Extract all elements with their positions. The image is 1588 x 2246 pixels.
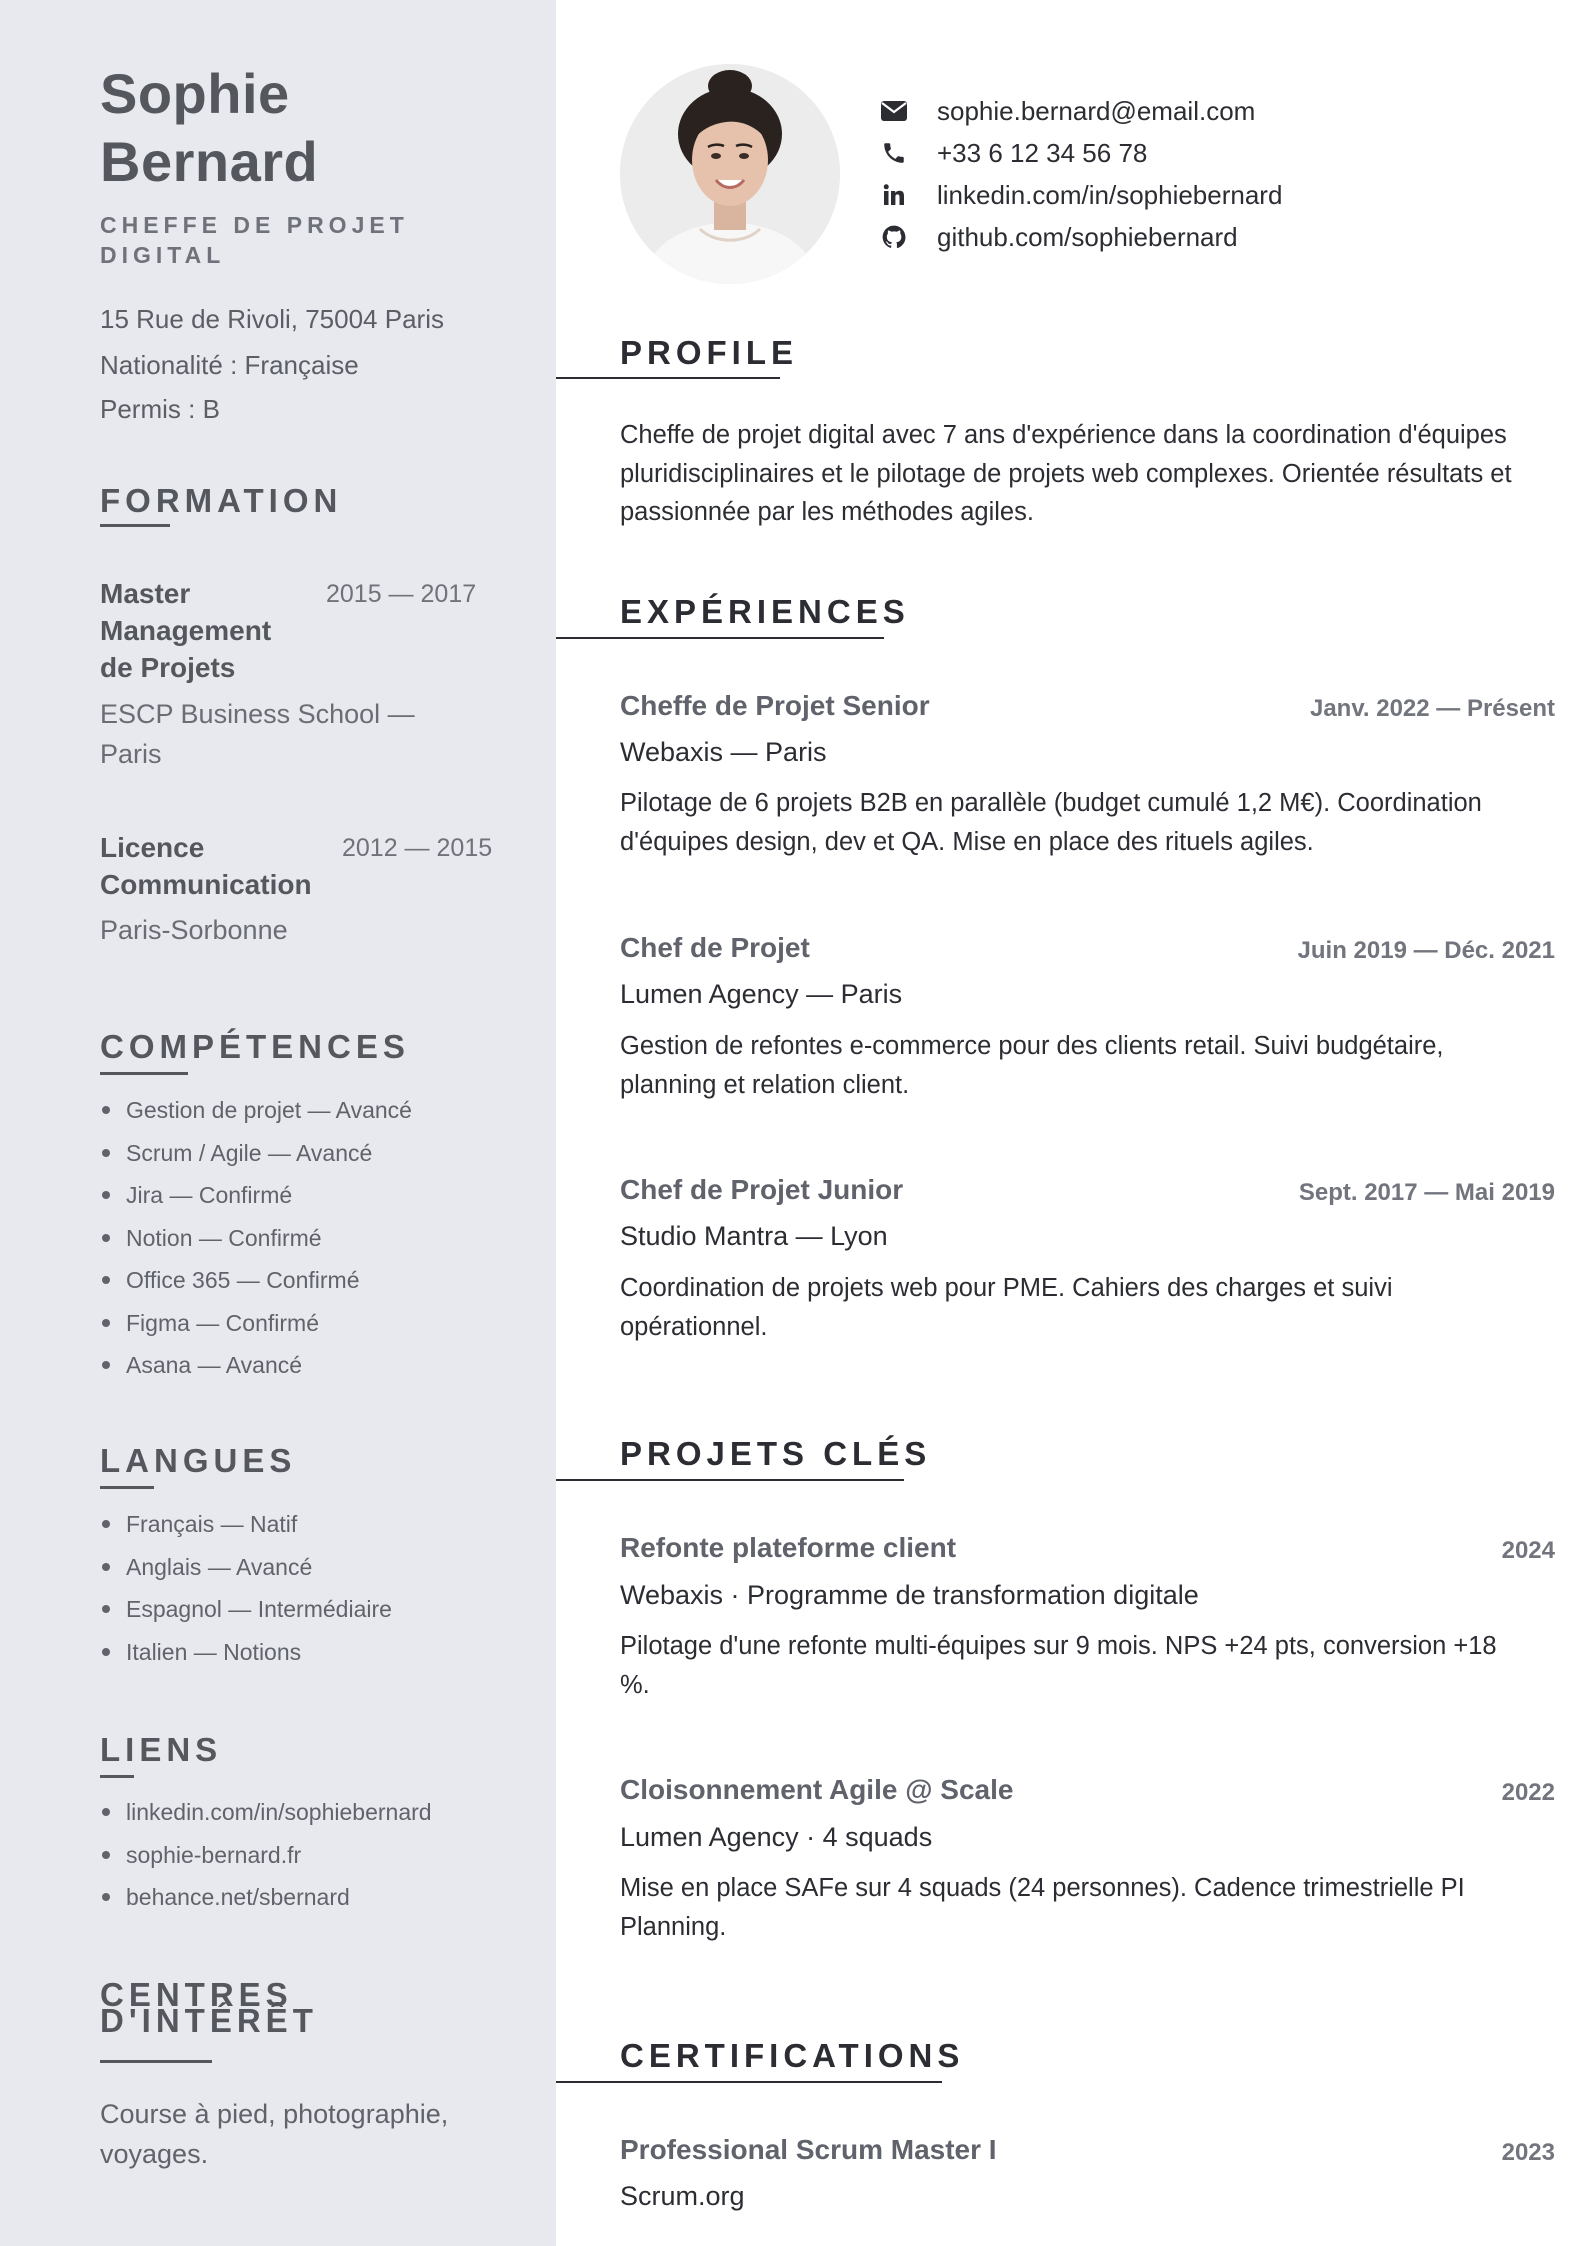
project-description: Pilotage d'une refonte multi-équipes sur 9 mois. NPS +24 pts, conversion +18 %. bbox=[620, 1632, 1497, 1699]
name-first: Sophie bbox=[100, 62, 290, 125]
formation-underline bbox=[100, 524, 170, 527]
profile-summary: Cheffe de projet digital avec 7 ans d'expérience dans la coordination d'équipes pluridisciplinaires et le pilotage de projets web complexes. Orientée résultats et passionnée par les méthodes agiles. bbox=[620, 421, 1512, 526]
list-item: Anglais — Avancé bbox=[100, 1546, 392, 1589]
skills-heading: COMPÉTENCES bbox=[100, 1028, 410, 1065]
experience-title: Cheffe de Projet Senior bbox=[620, 690, 930, 721]
experience-dates: Juin 2019 — Déc. 2021 bbox=[1297, 937, 1555, 964]
links-list bbox=[100, 1791, 432, 1919]
main-content bbox=[556, 0, 1588, 2246]
list-item: Office 365 — Confirmé bbox=[100, 1259, 412, 1302]
phone-icon bbox=[879, 138, 909, 168]
job-title: CHEFFE DE PROJET DIGITAL bbox=[100, 212, 409, 268]
interests-heading: CENTRES D'INTÉRÊT bbox=[100, 1976, 318, 2039]
project-description: Mise en place SAFe sur 4 squads (24 personnes). Cadence trimestrielle PI Planning. bbox=[620, 1874, 1465, 1941]
sidebar bbox=[0, 0, 556, 2246]
education-dates: 2012 — 2015 bbox=[342, 834, 493, 862]
certification-issuer: Scrum.org bbox=[620, 2181, 745, 2211]
certifications-underline bbox=[556, 2081, 942, 2083]
links-heading: LIENS bbox=[100, 1731, 223, 1768]
projects-underline bbox=[556, 1479, 904, 1481]
link-linkedin[interactable]: linkedin.com/in/sophiebernard bbox=[100, 1791, 432, 1834]
link-behance[interactable]: behance.net/sbernard bbox=[100, 1876, 432, 1919]
experience-description: Gestion de refontes e-commerce pour des clients retail. Suivi budgétaire, planning et relation client. bbox=[620, 1032, 1444, 1099]
avatar bbox=[620, 64, 840, 284]
list-item: Figma — Confirmé bbox=[100, 1302, 412, 1345]
skills-underline bbox=[100, 1072, 188, 1075]
projects-heading: PROJETS CLÉS bbox=[620, 1435, 932, 1472]
github-text: github.com/sophiebernard bbox=[937, 221, 1238, 252]
contact-phone[interactable] bbox=[879, 138, 1147, 168]
list-item: Espagnol — Intermédiaire bbox=[100, 1588, 392, 1631]
links-underline bbox=[100, 1775, 134, 1778]
contact-email[interactable] bbox=[879, 96, 1255, 126]
languages-list bbox=[100, 1503, 392, 1673]
experiences-underline bbox=[556, 637, 884, 639]
certification-year: 2023 bbox=[1501, 2139, 1555, 2166]
experience-title: Chef de Projet bbox=[620, 932, 810, 963]
list-item: Gestion de projet — Avancé bbox=[100, 1089, 412, 1132]
interests-text: Course à pied, photographie, voyages. bbox=[100, 2099, 449, 2169]
languages-heading: LANGUES bbox=[100, 1442, 297, 1479]
list-item: Asana — Avancé bbox=[100, 1344, 412, 1387]
linkedin-text: linkedin.com/in/sophiebernard bbox=[937, 179, 1283, 210]
experience-description: Pilotage de 6 projets B2B en parallèle (budget cumulé 1,2 M€). Coordination d'équipes design, dev et QA. Mise en place des rituels agiles. bbox=[620, 789, 1482, 856]
profile-underline bbox=[556, 377, 780, 379]
contact-github[interactable] bbox=[879, 222, 1238, 252]
link-website[interactable]: sophie-bernard.fr bbox=[100, 1834, 432, 1877]
email-text: sophie.bernard@email.com bbox=[937, 95, 1256, 126]
linkedin-icon bbox=[879, 180, 909, 210]
profile-heading: PROFILE bbox=[620, 334, 799, 371]
project-title: Refonte plateforme client bbox=[620, 1532, 957, 1563]
nationality: Nationalité : Française bbox=[100, 350, 359, 380]
candidate-name bbox=[100, 60, 318, 196]
driving-license: Permis : B bbox=[100, 394, 220, 424]
list-item: Français — Natif bbox=[100, 1503, 392, 1546]
experience-company: Lumen Agency — Paris bbox=[620, 979, 903, 1009]
github-icon bbox=[879, 222, 909, 252]
project-context: Webaxis · Programme de transformation digitale bbox=[620, 1580, 1199, 1610]
contact-linkedin[interactable] bbox=[879, 180, 1282, 210]
experience-dates: Sept. 2017 — Mai 2019 bbox=[1298, 1179, 1555, 1206]
formation-heading: FORMATION bbox=[100, 482, 343, 519]
education-degree: Licence Communication bbox=[100, 832, 312, 900]
experiences-heading: EXPÉRIENCES bbox=[620, 593, 910, 630]
experience-dates: Janv. 2022 — Présent bbox=[1309, 695, 1555, 722]
project-year: 2024 bbox=[1501, 1537, 1555, 1564]
education-degree: Master Management de Projets bbox=[100, 578, 272, 683]
interests-underline bbox=[100, 2060, 212, 2063]
portrait-photo bbox=[620, 64, 840, 284]
certifications-heading: CERTIFICATIONS bbox=[620, 2037, 965, 2074]
education-school: ESCP Business School — Paris bbox=[100, 699, 415, 769]
certification-title: Professional Scrum Master I bbox=[620, 2134, 997, 2165]
phone-text: +33 6 12 34 56 78 bbox=[937, 137, 1148, 168]
education-school: Paris-Sorbonne bbox=[100, 915, 288, 945]
list-item: Scrum / Agile — Avancé bbox=[100, 1132, 412, 1175]
project-context: Lumen Agency · 4 squads bbox=[620, 1822, 933, 1852]
languages-underline bbox=[100, 1486, 154, 1489]
envelope-icon bbox=[879, 96, 909, 126]
experience-company: Studio Mantra — Lyon bbox=[620, 1221, 888, 1251]
education-dates: 2015 — 2017 bbox=[326, 580, 477, 608]
experience-description: Coordination de projets web pour PME. Cahiers des charges et suivi opérationnel. bbox=[620, 1274, 1393, 1341]
project-year: 2022 bbox=[1501, 1779, 1555, 1806]
list-item: Notion — Confirmé bbox=[100, 1217, 412, 1260]
name-last: Bernard bbox=[100, 130, 319, 193]
project-title: Cloisonnement Agile @ Scale bbox=[620, 1774, 1014, 1805]
address: 15 Rue de Rivoli, 75004 Paris bbox=[100, 304, 444, 334]
skills-list bbox=[100, 1089, 412, 1387]
list-item: Jira — Confirmé bbox=[100, 1174, 412, 1217]
experience-company: Webaxis — Paris bbox=[620, 737, 827, 767]
experience-title: Chef de Projet Junior bbox=[620, 1174, 904, 1205]
list-item: Italien — Notions bbox=[100, 1631, 392, 1674]
